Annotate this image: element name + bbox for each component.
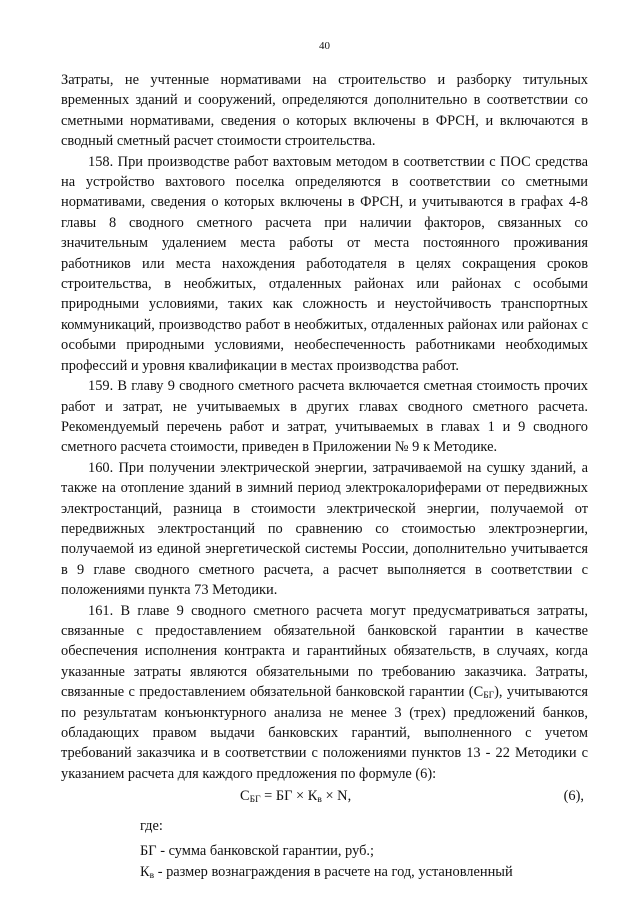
paragraph-161 <box>61 601 588 785</box>
formula-number: (6), <box>563 788 584 805</box>
definition-text: - сумма банковской гарантии, руб.; <box>156 842 374 859</box>
definition-kv <box>140 862 588 882</box>
formula-6 <box>61 786 588 808</box>
formula-k-subscript: в <box>317 795 322 806</box>
paragraph-160: 160. При получении электрической энергии, затрачиваемой на сушку зданий, а также на отопление зданий в зимний период электрокалориферами от передвижных электростанций, разница в стоимости электрической энергии, получаемой от передвижных электростанций по сравнению со стоимостью электроэнергии, получаемой из единой энергетической системы России, дополнительно учитывается в 9 главе сводного сметного расчета, а расчет выполняется в соответствии с положениями пункта 73 Методики. <box>61 459 588 599</box>
formula-lhs: С <box>240 788 250 805</box>
formula-rhs-start: = БГ × К <box>260 788 318 805</box>
definition-symbol: БГ <box>140 842 157 859</box>
formula-expression <box>240 786 351 806</box>
definition-symbol: К <box>140 864 150 881</box>
paragraph-161-text-end: ), учитываются по результатам конъюнктурного анализа не менее 3 (трех) предложений банков, обладающих правом выдачи банковских гарантий, выполненного с учетом требований заказчика и в соответствии с положениями пунктов 13 - 22 Методики с указанием расчета для каждого предложения по формуле (6): <box>61 684 588 782</box>
paragraph-159: 159. В главу 9 сводного сметного расчета включается сметная стоимость прочих работ и затрат, не учитываемых в других главах сводного сметного расчета. Рекомендуемый перечень работ и затрат, учитываемых в главах 1 и 9 сводного сметного расчета стоимости, приведен в Приложении № 9 к Методике. <box>61 378 588 456</box>
formula-rhs-end: × N, <box>321 788 352 805</box>
page-number: 40 <box>319 40 330 52</box>
paragraph-161-text-start: 161. В главе 9 сводного сметного расчета могут предусматриваться затраты, связанные с предоставлением обязательной банковской гарантии в качестве обеспечения исполнения контракта и гарантийных обязательств, в случаях, когда указанные затраты являются обязательными по требованию заказчика. Затраты, связанные с предоставлением обязательной банковской гарантии (С <box>61 602 588 701</box>
definition-bg <box>140 841 588 861</box>
where-label: где: <box>140 818 163 835</box>
paragraph-161-subscript: БГ <box>483 691 495 702</box>
paragraph-158: 158. При производстве работ вахтовым методом в соответствии с ПОС средства на устройство вахтового поселка определяются в соответствии со сметными нормативами, сведения о которых включены в ФРСН, и учитываются в графах 4-8 главы 8 сводного сметного расчета при наличии факторов, связанных со значительным удалением места работы от места постоянного проживания работников или места нахождения работодателя в целях сокращения сроков строительства, в необжитых, отдаленных районах или районах с особыми природными условиями, таких как сложность и неустойчивость транспортных коммуникаций, производство работ в необжитых, отдаленных районах или районах с особыми природными условиями, необеспеченность работниками необходимых профессий и уровня квалификации в местах производства работ. <box>61 153 588 374</box>
paragraph-temporary-buildings: Затраты, не учтенные нормативами на строительство и разборку титульных временных зданий и сооружений, определяются дополнительно в соответствии со сметными нормативами, сведения о которых включены в ФРСН, и включаются в сводный сметный расчет стоимости строительства. <box>61 72 588 150</box>
definition-symbol-subscript: в <box>149 871 155 882</box>
definition-text: - размер вознаграждения в расчете на год, установленный <box>154 864 513 881</box>
formula-lhs-subscript: БГ <box>249 795 261 806</box>
